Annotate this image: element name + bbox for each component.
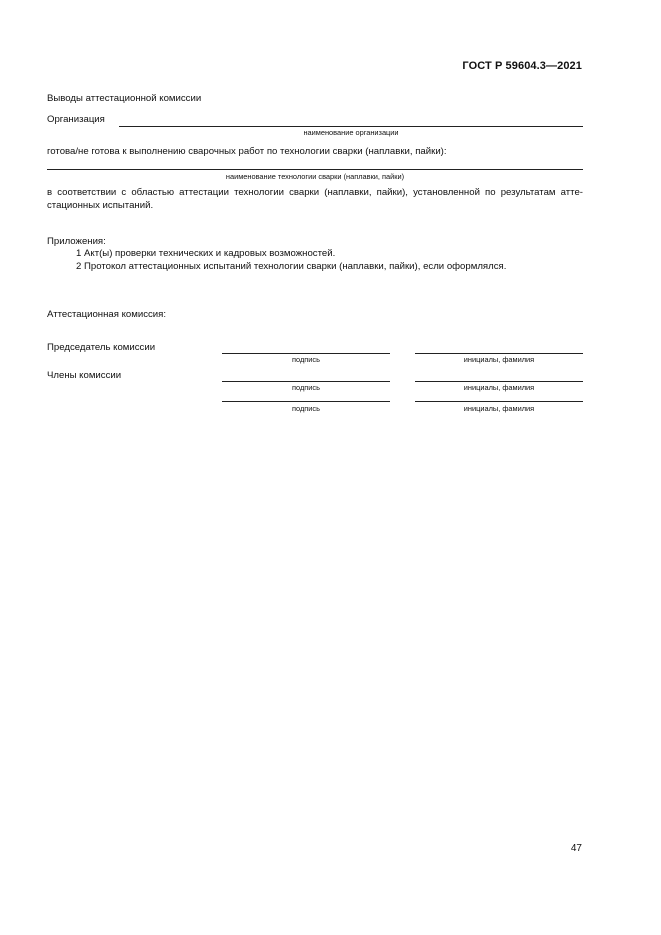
appendices-title: Приложения:: [47, 236, 106, 247]
appendix-item-1: 1 Акт(ы) проверки технических и кадровых возможностей.: [76, 248, 336, 259]
page-number: 47: [570, 843, 582, 854]
chairman-signature-caption: подпись: [292, 355, 320, 364]
organization-caption: наименование организации: [303, 128, 399, 137]
member1-signature-line: [222, 381, 390, 382]
scope-text: [47, 186, 583, 212]
member1-name-caption: инициалы, фамилия: [463, 383, 535, 392]
chairman-name-caption: инициалы, фамилия: [463, 355, 535, 364]
technology-caption: наименование технологии сварки (наплавки, пайки): [225, 172, 405, 181]
chairman-label: Председатель комиссии: [47, 342, 156, 353]
member2-name-line: [415, 401, 583, 402]
organization-label: Организация: [47, 114, 105, 125]
chairman-name-line: [415, 353, 583, 354]
scope-text-line-1: в соответствии с областью аттестации технологии сварки (наплавки, пайки), установленной по результатам атте-: [47, 187, 583, 198]
member2-signature-caption: подпись: [292, 404, 320, 413]
standard-code: ГОСТ Р 59604.3—2021: [462, 60, 582, 72]
member1-signature-caption: подпись: [292, 383, 320, 392]
organization-line: [119, 126, 583, 127]
members-label: Члены комиссии: [47, 370, 122, 381]
technology-line: [47, 169, 583, 170]
scope-text-line-2: стационных испытаний.: [47, 200, 154, 211]
chairman-signature-line: [222, 353, 390, 354]
appendix-item-2: 2 Протокол аттестационных испытаний технологии сварки (наплавки, пайки), если оформлялся.: [76, 261, 507, 272]
member2-name-caption: инициалы, фамилия: [463, 404, 535, 413]
commission-title: Аттестационная комиссия:: [47, 309, 167, 320]
member1-name-line: [415, 381, 583, 382]
conclusions-title: Выводы аттестационной комиссии: [47, 93, 202, 104]
member2-signature-line: [222, 401, 390, 402]
readiness-text: готова/не готова к выполнению сварочных работ по технологии сварки (наплавки, пайки):: [47, 146, 447, 157]
